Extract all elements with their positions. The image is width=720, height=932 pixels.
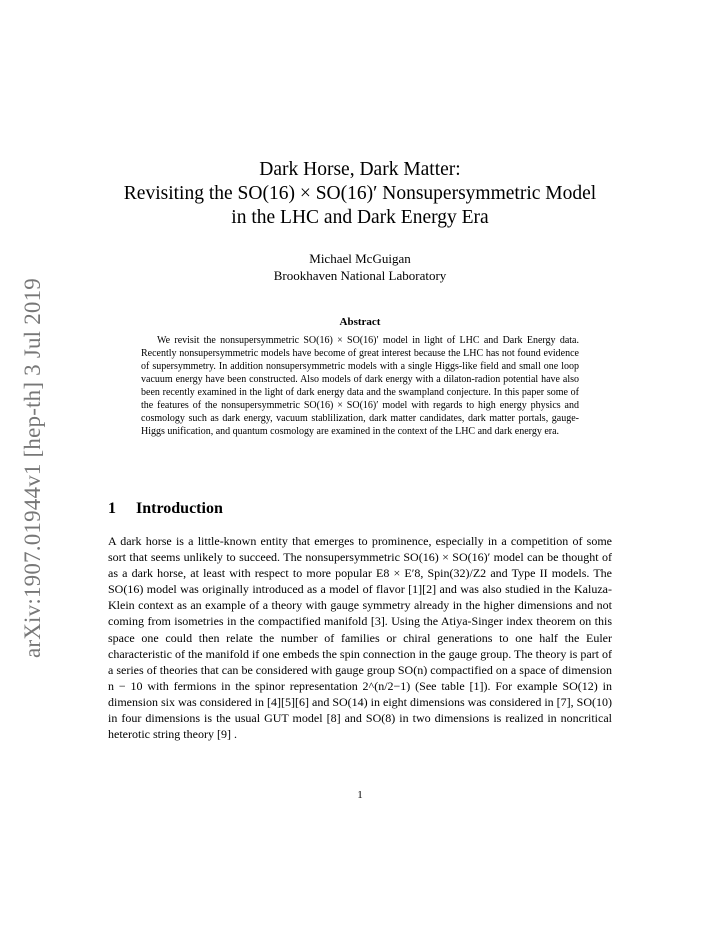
- abstract-body: [141, 334, 579, 438]
- section-title: Introduction: [136, 500, 223, 517]
- section-body: [108, 533, 612, 742]
- title-line-2: Revisiting the SO(16) × SO(16)′ Nonsupersymmetric Model: [123, 183, 597, 204]
- abstract-heading: Abstract: [339, 316, 381, 328]
- abstract-text: We revisit the nonsupersymmetric SO(16) × SO(16)′ model in light of LHC and Dark Energy data. Recently nonsupersymmetric models have become of great interest because the LHC has not found evidence of supersymmetry. In addition nonsupersymmetric models with a single Higgs-like field and small one loop vacuum energy have been constructed. Also models of dark energy with a dilaton-radion potential have also been recently examined in the light of dark energy data and the swampland conjecture. In this paper some of the features of the nonsupersymmetric SO(16) × SO(16)′ model with regards to high energy physics and cosmology such as dark energy, vacuum stablilization, dark matter candidates, dark matter portals, gauge-Higgs unification, and quantum cosmology are examined in the context of the LHC and dark energy era.: [141, 335, 579, 437]
- page-number: 1: [357, 789, 363, 801]
- author-affiliation: Brookhaven National Laboratory: [273, 268, 447, 283]
- section-heading: [108, 500, 223, 518]
- author-name: Michael McGuigan: [309, 251, 411, 266]
- author-block: [150, 250, 570, 284]
- title-line-3: in the LHC and Dark Energy Era: [231, 207, 489, 228]
- section-number: 1: [108, 500, 116, 517]
- paper-title: [100, 158, 620, 230]
- title-line-1: Dark Horse, Dark Matter:: [259, 159, 461, 180]
- section-paragraph: A dark horse is a little-known entity that emerges to prominence, especially in a competition of some sort that seems unlikely to succeed. The nonsupersymmetric SO(16) × SO(16)′ model can be thought of as a dark horse, at least with respect to more popular E8 × E′8, Spin(32)/Z2 and Type II models. The SO(16) model was originally introduced as a model of flavor [1][2] and was also studied in the Kaluza-Klein context as an example of a theory with gauge symmetry already in the higher dimensions and not coming from isometries in the compactified manifold [3]. Using the Atiya-Singer index theorem on this space one could then relate the number of families or chiral generations to one half the Euler characteristic of the manifold if one embeds the spin connection in the gauge group. The theory is part of a series of theories that can be considered with gauge group SO(n) compactified on a space of dimension n − 10 with fermions in the spinor representation 2^(n/2−1) (See table [1]). For example SO(12) in dimension six was considered in [4][5][6] and SO(14) in eight dimensions was considered in [7], SO(10) in four dimensions is the usual GUT model [8] and SO(8) in two dimensions is realized in noncritical heterotic string theory [9] .: [108, 534, 612, 742]
- arxiv-identifier-stamp: arXiv:1907.01944v1 [hep-th] 3 Jul 2019: [20, 277, 45, 659]
